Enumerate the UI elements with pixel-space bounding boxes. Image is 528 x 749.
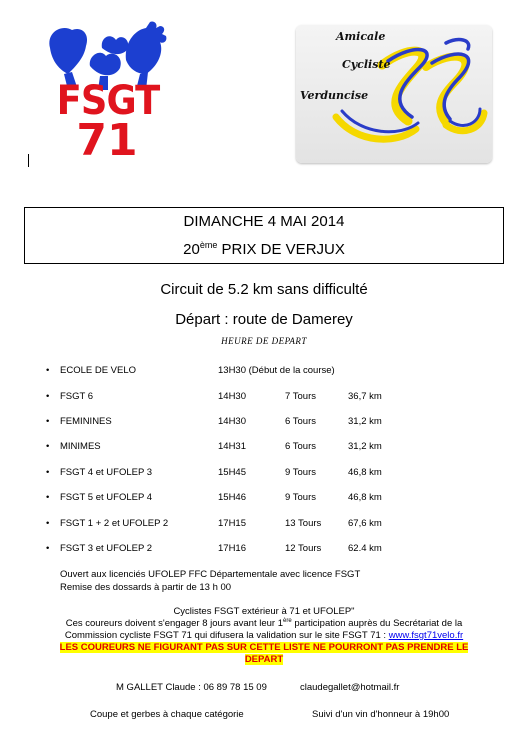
amicale-cycliste-logo <box>296 25 492 163</box>
tours-count: 6 Tours <box>285 416 316 427</box>
acv-line-amicale: Amicale <box>336 30 386 43</box>
schedule-row <box>0 518 528 532</box>
engager-text <box>0 618 528 629</box>
footer-right: Suivi d'un vin d'honneur à 19h00 <box>312 709 450 720</box>
category-name: FSGT 4 et UFOLEP 3 <box>60 467 153 478</box>
distance-km: 67,6 km <box>348 518 382 529</box>
bullet-icon: • <box>46 543 50 554</box>
depart-text: Départ : route de Damerey <box>175 311 353 328</box>
start-time: 14H30 <box>218 416 246 427</box>
warning-line-1 <box>0 642 528 653</box>
start-time: 14H30 <box>218 391 246 402</box>
engager-part-a: Ces coureurs doivent s'engager 8 jours avant leur 1 <box>65 618 284 630</box>
contact-email[interactable]: claudegallet@hotmail.fr <box>300 682 400 693</box>
title-box <box>24 207 504 264</box>
commission-text <box>0 630 528 641</box>
acv-line-verduncise: Verduncise <box>300 89 369 102</box>
contact-name: M GALLET Claude : 06 89 78 15 09 <box>116 682 267 693</box>
start-time: 15H46 <box>218 492 246 503</box>
bullet-icon: • <box>46 492 50 503</box>
schedule-row <box>0 543 528 557</box>
distance-km: 62.4 km <box>348 543 382 554</box>
start-time: 14H31 <box>218 441 246 452</box>
schedule-row <box>0 416 528 430</box>
distance-km: 46,8 km <box>348 492 382 503</box>
schedule-row <box>0 365 528 379</box>
warning-line-2 <box>0 654 528 665</box>
start-time: 15H45 <box>218 467 246 478</box>
distance-km: 31,2 km <box>348 441 382 452</box>
fsgt-number: 71 <box>76 115 138 166</box>
start-time: 13H30 (Début de la course) <box>218 365 335 376</box>
distance-km: 31,2 km <box>348 416 382 427</box>
commission-label: Commission cycliste FSGT 71 qui difusera la validation sur le site FSGT 71 : <box>64 630 389 641</box>
warning-text-1: LES COUREURS NE FIGURANT PAS SUR CETTE LISTE NE POURRONT PAS PRENDRE LE <box>59 642 469 653</box>
schedule-row <box>0 492 528 506</box>
fsgt71-logo <box>42 18 172 168</box>
start-time: 17H16 <box>218 543 246 554</box>
open-to-text: Ouvert aux licenciés UFOLEP FFC Départementale avec licence FSGT <box>60 569 361 580</box>
acv-line-cycliste: Cycliste <box>342 58 391 71</box>
tours-count: 13 Tours <box>285 518 322 529</box>
distance-km: 46,8 km <box>348 467 382 478</box>
schedule-row <box>0 467 528 481</box>
bullet-icon: • <box>46 441 50 452</box>
event-date: DIMANCHE 4 MAI 2014 <box>183 213 345 230</box>
dossards-text: Remise des dossards à partir de 13 h 00 <box>60 582 232 593</box>
bullet-icon: • <box>46 391 50 402</box>
fsgt-text: FSGT <box>56 78 160 124</box>
prix-superscript: ème <box>199 240 218 250</box>
tours-count: 6 Tours <box>285 441 316 452</box>
footer-left: Coupe et gerbes à chaque catégorie <box>90 709 244 720</box>
bullet-icon: • <box>46 518 50 529</box>
bullet-icon: • <box>46 467 50 478</box>
schedule-row <box>0 391 528 405</box>
category-name: ECOLE DE VELO <box>60 365 137 376</box>
bullet-icon: • <box>46 416 50 427</box>
schedule-row <box>0 441 528 455</box>
bullet-icon: • <box>46 365 50 376</box>
text-cursor <box>28 154 29 167</box>
start-time: 17H15 <box>218 518 246 529</box>
category-name: FSGT 5 et UFOLEP 4 <box>60 492 153 503</box>
warning-text-2: DEPART <box>244 654 284 665</box>
prix-number: 20 <box>183 241 200 258</box>
tours-count: 7 Tours <box>285 391 316 402</box>
category-name: FSGT 3 et UFOLEP 2 <box>60 543 153 554</box>
category-name: MINIMES <box>60 441 101 452</box>
tours-count: 9 Tours <box>285 492 316 503</box>
cyclistes-text: Cyclistes FSGT extérieur à 71 et UFOLEP" <box>173 606 355 617</box>
tours-count: 12 Tours <box>285 543 322 554</box>
circuit-text: Circuit de 5.2 km sans difficulté <box>160 281 368 298</box>
category-name: FSGT 1 + 2 et UFOLEP 2 <box>60 518 169 529</box>
category-name: FEMININES <box>60 416 112 427</box>
heure-de-depart-label: HEURE DE DEPART <box>221 336 307 346</box>
category-name: FSGT 6 <box>60 391 94 402</box>
distance-km: 36,7 km <box>348 391 382 402</box>
prix-name: PRIX DE VERJUX <box>217 241 345 258</box>
prix-title <box>25 240 503 258</box>
tours-count: 9 Tours <box>285 467 316 478</box>
engager-part-b: participation auprès du Secrétariat de la <box>291 618 463 630</box>
site-link[interactable]: www.fsgt71velo.fr <box>388 630 464 641</box>
engager-superscript: ère <box>283 618 292 624</box>
